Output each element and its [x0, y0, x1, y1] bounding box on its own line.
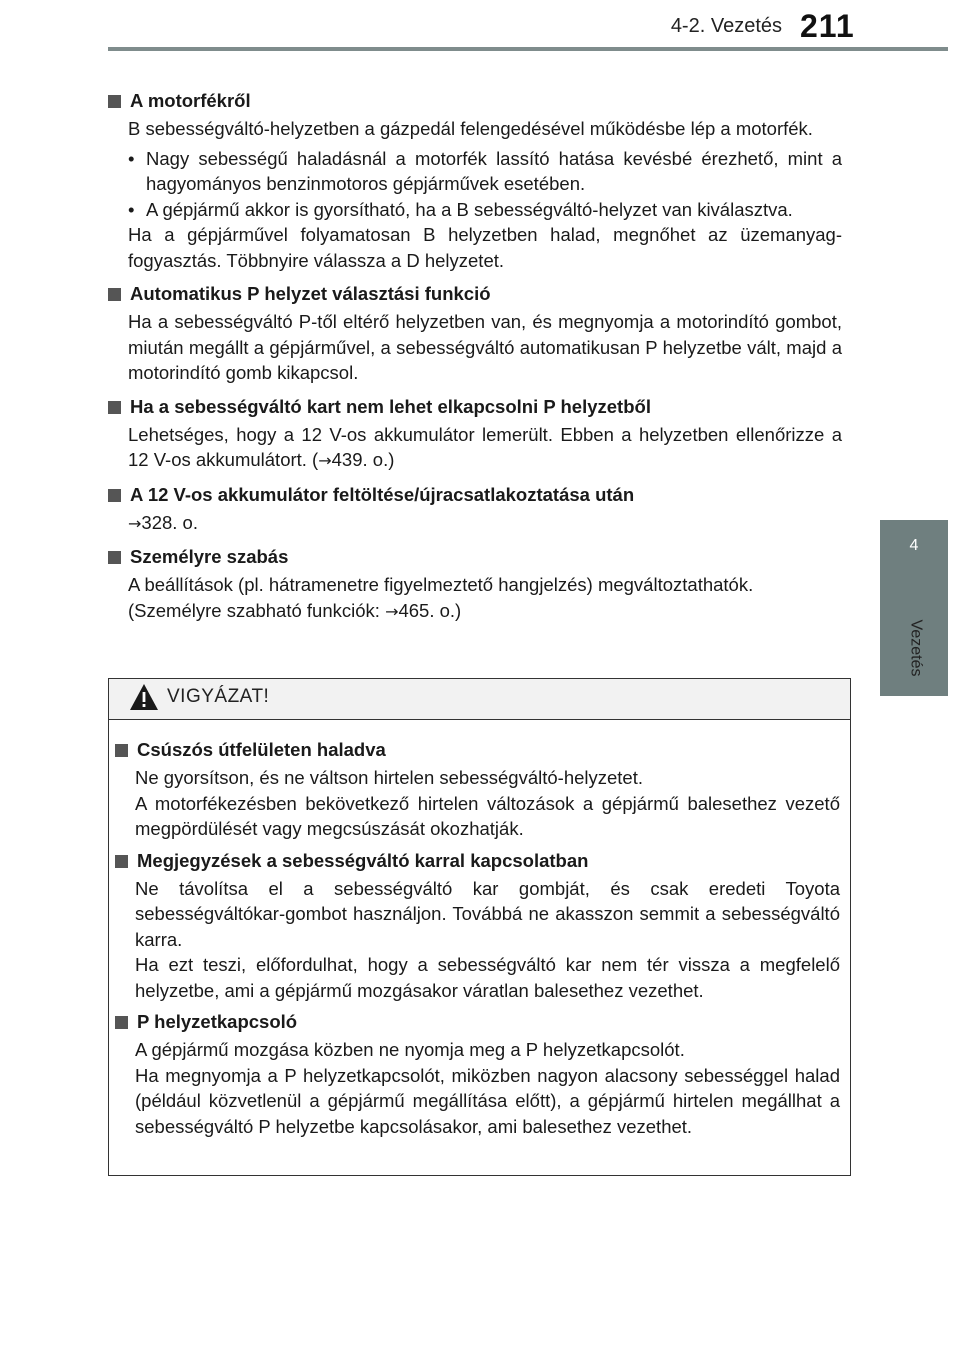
bullet-list	[128, 146, 842, 223]
square-bullet-icon	[115, 855, 128, 868]
section-title-text: Személyre szabás	[130, 546, 289, 567]
square-bullet-icon	[115, 1016, 128, 1029]
section-text: Ha a sebességváltó P-től eltérő helyzetben van, és megnyomja a motorindító gombot, miután megállt a gépjárművel, a sebességváltó automatikusan P helyzetbe vált, majd a motorindító gomb kikapcsol.	[128, 311, 842, 383]
text-line: A beállítások (pl. hátramenetre figyelmeztető hangjelzés) megváltoztathatók.	[128, 574, 754, 595]
section-title-text: Ha a sebességváltó kart nem lehet elkapcsolni P helyzetből	[130, 395, 651, 417]
page-reference-arrow-icon: →	[128, 513, 142, 533]
list-item	[128, 197, 842, 223]
paragraph: Ha ezt teszi, előfordulhat, hogy a sebességváltó kar nem tér vissza a megfelelő helyzetbe, ami a gépjármű mozgásakor váratlan balesethez vezethet.	[135, 954, 840, 1001]
square-bullet-icon	[108, 288, 121, 301]
section-title	[108, 394, 842, 420]
square-bullet-icon	[108, 401, 121, 414]
page-reference-arrow-icon: →	[318, 451, 332, 470]
warning-triangle-icon	[129, 683, 159, 711]
page-reference: 465. o.)	[398, 599, 462, 621]
section-text	[128, 510, 842, 537]
warning-section-p-switch	[115, 1009, 840, 1139]
side-tab-label	[903, 608, 927, 688]
section-shift-lever-stuck	[108, 394, 842, 474]
section-customization	[108, 544, 842, 624]
section-text	[128, 572, 842, 624]
warning-title: VIGYÁZAT!	[167, 686, 270, 707]
section-title	[108, 281, 842, 307]
warning-section-shift-lever	[115, 848, 840, 1004]
section-outro: Ha a gépjárművel folyamatosan B helyzetben halad, megnőhet az üzemanyag-fogyasztás. Többnyire válassza a D helyzetet.	[128, 224, 842, 271]
bullet-dot-icon: •	[128, 147, 135, 169]
section-title	[115, 737, 840, 763]
side-tab-number: 4	[909, 537, 919, 554]
square-bullet-icon	[115, 744, 128, 757]
page-reference-arrow-icon: →	[385, 601, 399, 621]
section-engine-brake	[108, 88, 842, 273]
text-line	[128, 598, 842, 625]
section-title-text: Automatikus P helyzet választási funkció	[130, 283, 491, 304]
list-item-text: A gépjármű akkor is gyorsítható, ha a B sebességváltó-helyzet van kiválasztva.	[146, 198, 793, 220]
page-number: 211	[800, 8, 855, 44]
page-reference: 439. o.)	[331, 449, 395, 470]
warning-box	[108, 678, 851, 1176]
text-part: Lehetséges, hogy a 12 V-os akkumulátor lemerült. Ebben a helyzetben ellenőrizze a 12 V-os akkumulátort. (	[128, 423, 842, 470]
section-title-text: A motorfékről	[130, 90, 251, 111]
main-content	[108, 88, 842, 632]
list-item	[128, 146, 842, 197]
paragraph: A motorfékezésben bekövetkező hirtelen változások a gépjármű balesethez vezető megpördülését vagy megcsúszását okozhatják.	[135, 792, 840, 839]
warning-body	[109, 720, 850, 1139]
section-title-text: Megjegyzések a sebességváltó karral kapcsolatban	[137, 849, 589, 871]
section-title	[108, 482, 842, 508]
warning-header	[109, 679, 850, 720]
section-title	[108, 88, 842, 114]
section-title	[115, 1009, 840, 1035]
section-battery-reconnect	[108, 482, 842, 537]
header-divider	[108, 47, 948, 51]
section-title-text: Csúszós útfelületen haladva	[137, 739, 386, 760]
square-bullet-icon	[108, 95, 121, 108]
paragraph: Ne gyorsítson, és ne váltson hirtelen sebességváltó-helyzetet.	[135, 767, 644, 788]
section-title-text: A 12 V-os akkumulátor feltöltése/újracsatlakoztatása után	[130, 483, 635, 505]
side-tab-label-text: Vezetés	[907, 619, 924, 677]
page-reference: 328. o.	[141, 511, 198, 533]
section-title	[115, 848, 840, 874]
paragraph: A gépjármű mozgása közben ne nyomja meg a P helyzetkapcsolót.	[135, 1039, 685, 1060]
bullet-dot-icon: •	[128, 198, 135, 220]
section-text	[128, 422, 842, 474]
square-bullet-icon	[108, 489, 121, 502]
text-part: (Személyre szabható funkciók:	[128, 599, 386, 621]
chapter-title: 4-2. Vezetés	[670, 15, 782, 37]
warning-section-slippery-road	[115, 737, 840, 842]
section-title	[108, 544, 842, 570]
paragraph: Ha megnyomja a P helyzetkapcsolót, miközben nagyon alacsony sebességgel halad (például közvetlenül a gépjármű megállítása előtt), a gépjármű hirtelen megállhat a sebességváltó P helyzetbe kapcsolásakor, ami balesethez vezethet.	[135, 1064, 840, 1137]
section-auto-p-position	[108, 281, 842, 386]
section-title-text: P helyzetkapcsoló	[137, 1011, 298, 1032]
section-intro: B sebességváltó-helyzetben a gázpedál felengedésével működésbe lép a motorfék.	[128, 118, 813, 139]
list-item-text: Nagy sebességű haladásnál a motorfék lassító hatása kevésbé érezhető, mint a hagyományos benzinmotoros gépjárművek esetében.	[146, 147, 842, 194]
square-bullet-icon	[108, 551, 121, 564]
paragraph: Ne távolítsa el a sebességváltó kar gombját, és csak eredeti Toyota sebességváltókar-gombot használjon. Továbbá ne akasszon semmit a sebességváltó karra.	[135, 877, 840, 950]
